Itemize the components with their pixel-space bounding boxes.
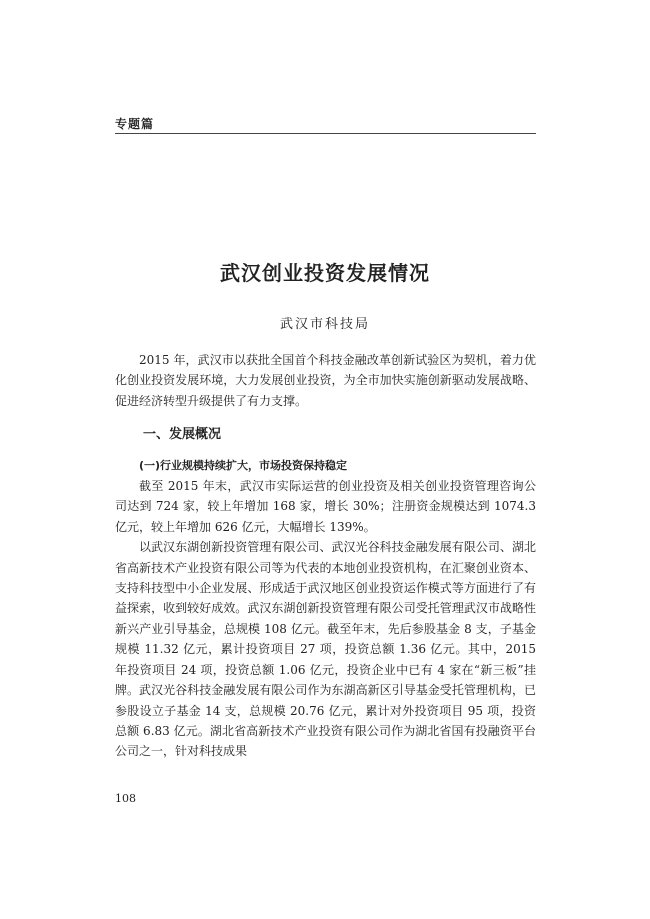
intro-paragraph: 2015 年，武汉市以获批全国首个科技金融改革创新试验区为契机，着力优化创业投资发展环境，大力发展创业投资，为全市加快实施创新驱动发展战略、促进经济转型升级提供了有力支撑。 bbox=[115, 353, 536, 408]
subsection-heading: (一)行业规模持续扩大，市场投资保持稳定 bbox=[139, 458, 348, 472]
section-label: 专题篇 bbox=[115, 117, 155, 131]
header-rule bbox=[115, 133, 536, 134]
article-title: 武汉创业投资发展情况 bbox=[220, 261, 430, 285]
body-paragraph: 以武汉东湖创新投资管理有限公司、武汉光谷科技金融发展有限公司、湖北省高新技术产业投资有限公司等为代表的本地创业投资机构，在汇聚创业资本、支持科技型中小企业发展、形成适于武汉地区创业投资运作模式等方面进行了有益探索，收到较好成效。武汉东湖创新投资管理有限公司受托管理武汉市战略性新兴产业引导基金，总规模 108 亿元。截至年末，先后参股基金 8 支，子基金规模 11.32 亿元，累计投资项目 27 项，投资总额 1.36 亿元。其中，2015 年投资项目 24 项，投资总额 1.06 亿元，投资企业中已有 4 家在“新三板”挂牌。武汉光谷科技金融发展有限公司作为东湖高新区引导基金受托管理机构，已参股设立子基金 14 支，总规模 20.76 亿元，累计对外投资项目 95 项，投资总额 6.83 亿元。湖北省高新技术产业投资有限公司作为湖北省国有投融资平台公司之一，针对科技成果 bbox=[115, 540, 536, 759]
body-paragraph: 截至 2015 年末，武汉市实际运营的创业投资及相关创业投资管理咨询公司达到 724 家，较上年增加 168 家，增长 30%；注册资金规模达到 1074.3 亿元，较上年增加 626 亿元，大幅增长 139%。 bbox=[115, 479, 536, 534]
section-heading: 一、发展概况 bbox=[143, 427, 222, 443]
article-author: 武汉市科技局 bbox=[279, 317, 370, 332]
page-number: 108 bbox=[115, 792, 136, 805]
article-body bbox=[115, 350, 536, 762]
